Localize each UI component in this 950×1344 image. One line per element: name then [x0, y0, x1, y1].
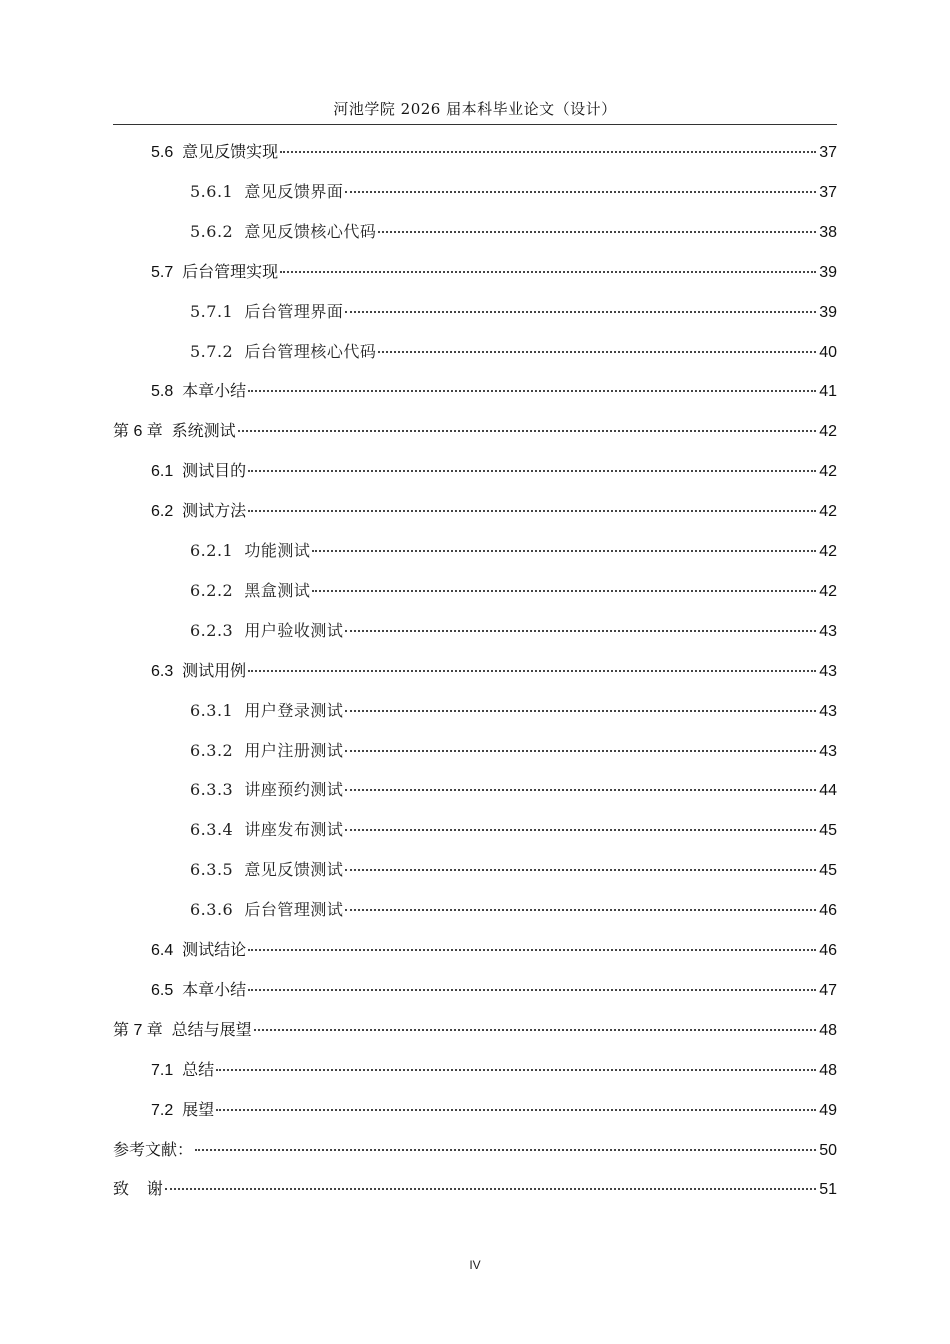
toc-entry-page: 42 [819, 503, 837, 520]
toc-entry-page: 40 [819, 344, 837, 361]
toc-entry[interactable] [190, 179, 837, 203]
toc-entry[interactable] [113, 1017, 837, 1041]
toc-entry-label: 5.6.2 意见反馈核心代码 [190, 222, 377, 241]
toc-leader-dots [345, 829, 816, 831]
toc-entry-label: 6.3.5 意见反馈测试 [190, 860, 344, 879]
toc-leader-dots [345, 191, 816, 193]
toc-entry-page: 43 [819, 663, 837, 680]
toc-entry[interactable] [190, 738, 837, 762]
toc-entry-page: 37 [819, 144, 837, 161]
toc-entry-page: 51 [819, 1181, 837, 1198]
toc-entry[interactable] [190, 698, 837, 722]
toc-entry-label: 6.1 测试目的 [151, 463, 247, 480]
toc-entry-label: 6.2.1 功能测试 [190, 541, 311, 560]
toc-entry-page: 43 [819, 703, 837, 720]
toc-leader-dots [312, 590, 816, 592]
toc-entry[interactable] [151, 458, 837, 482]
toc-entry-label: 5.8 本章小结 [151, 383, 247, 400]
toc-entry[interactable] [190, 897, 837, 921]
toc-entry-label: 6.4 测试结论 [151, 942, 247, 959]
toc-entry[interactable] [190, 777, 837, 801]
toc-entry[interactable] [151, 378, 837, 402]
toc-entry-label: 5.7 后台管理实现 [151, 264, 279, 281]
toc-leader-dots [248, 670, 816, 672]
toc-leader-dots [345, 630, 816, 632]
toc-entry-label: 7.2 展望 [151, 1102, 215, 1119]
toc-entry-label: 6.3.3 讲座预约测试 [190, 780, 344, 799]
toc-entry[interactable] [151, 1097, 837, 1121]
toc-entry-page: 39 [819, 264, 837, 281]
toc-entry[interactable] [113, 1137, 837, 1161]
toc-entry-label: 6.5 本章小结 [151, 982, 247, 999]
toc-entry-label: 第 6 章 系统测试 [113, 423, 236, 440]
toc-entry-page: 38 [819, 224, 837, 241]
page-header-title: 河池学院 2026 届本科毕业论文（设计） [333, 100, 617, 118]
toc-entry-label: 致 谢 [113, 1181, 163, 1198]
toc-leader-dots [345, 789, 816, 791]
toc-leader-dots [312, 550, 816, 552]
toc-entry[interactable] [151, 658, 837, 682]
toc-entry[interactable] [190, 219, 837, 243]
toc-entry-label: 6.3 测试用例 [151, 663, 247, 680]
toc-entry-page: 45 [819, 822, 837, 839]
toc-leader-dots [345, 311, 816, 313]
toc-entry[interactable] [190, 817, 837, 841]
page-number: IV [469, 1258, 481, 1272]
toc-leader-dots [345, 909, 816, 911]
toc-entry-label: 5.7.1 后台管理界面 [190, 302, 344, 321]
toc-entry[interactable] [190, 538, 837, 562]
toc-entry-label: 6.2.2 黑盒测试 [190, 581, 311, 600]
toc-entry-page: 42 [819, 543, 837, 560]
toc-entry-page: 42 [819, 423, 837, 440]
toc-leader-dots [280, 271, 816, 273]
toc-entry-label: 6.3.1 用户登录测试 [190, 701, 344, 720]
toc-leader-dots [248, 390, 816, 392]
toc-leader-dots [165, 1188, 816, 1190]
toc-entry-page: 43 [819, 743, 837, 760]
toc-entry-label: 6.3.2 用户注册测试 [190, 741, 344, 760]
toc-leader-dots [238, 430, 817, 432]
toc-entry-label: 7.1 总结 [151, 1062, 215, 1079]
toc-entry[interactable] [190, 299, 837, 323]
toc-entry-page: 42 [819, 463, 837, 480]
toc-entry-page: 46 [819, 942, 837, 959]
toc-entry-label: 6.2.3 用户验收测试 [190, 621, 344, 640]
toc-leader-dots [378, 231, 816, 233]
toc-leader-dots [280, 151, 816, 153]
toc-entry[interactable] [151, 139, 837, 163]
toc-entry-page: 44 [819, 782, 837, 799]
toc-entry-label: 参考文献： [113, 1142, 194, 1159]
toc-entry-label: 第 7 章 总结与展望 [113, 1022, 252, 1039]
toc-entry-label: 6.3.6 后台管理测试 [190, 900, 344, 919]
toc-entry[interactable] [151, 937, 837, 961]
toc-entry-label: 5.6 意见反馈实现 [151, 144, 279, 161]
toc-entry-label: 5.7.2 后台管理核心代码 [190, 342, 377, 361]
toc-leader-dots [378, 351, 816, 353]
toc-entry-page: 45 [819, 862, 837, 879]
toc-entry-page: 37 [819, 184, 837, 201]
toc-entry-page: 48 [819, 1022, 837, 1039]
toc-leader-dots [248, 949, 816, 951]
toc-entry[interactable] [151, 1057, 837, 1081]
toc-entry-page: 50 [819, 1142, 837, 1159]
toc-entry[interactable] [190, 339, 837, 363]
toc-leader-dots [254, 1029, 817, 1031]
toc-entry-page: 41 [819, 383, 837, 400]
header-divider [113, 124, 837, 125]
toc-entry-page: 43 [819, 623, 837, 640]
toc-entry-page: 48 [819, 1062, 837, 1079]
toc-entry-label: 5.6.1 意见反馈界面 [190, 182, 344, 201]
toc-entry-page: 39 [819, 304, 837, 321]
toc-entry[interactable] [190, 857, 837, 881]
toc-leader-dots [248, 989, 816, 991]
toc-leader-dots [345, 710, 816, 712]
toc-leader-dots [345, 869, 816, 871]
toc-entry-page: 42 [819, 583, 837, 600]
toc-entry-page: 49 [819, 1102, 837, 1119]
toc-entry-label: 6.2 测试方法 [151, 503, 247, 520]
toc-entry[interactable] [151, 977, 837, 1001]
toc-entry[interactable] [151, 259, 837, 283]
toc-leader-dots [345, 750, 816, 752]
toc-entry-page: 47 [819, 982, 837, 999]
toc-entry[interactable] [151, 498, 837, 522]
toc-leader-dots [216, 1109, 816, 1111]
toc-entry[interactable] [113, 418, 837, 442]
toc-entry[interactable] [190, 618, 837, 642]
toc-leader-dots [216, 1069, 816, 1071]
toc-entry[interactable] [113, 1176, 837, 1200]
toc-leader-dots [195, 1149, 816, 1151]
toc-entry[interactable] [190, 578, 837, 602]
toc-leader-dots [248, 470, 816, 472]
toc-leader-dots [248, 510, 816, 512]
toc-entry-page: 46 [819, 902, 837, 919]
toc-entry-label: 6.3.4 讲座发布测试 [190, 820, 344, 839]
